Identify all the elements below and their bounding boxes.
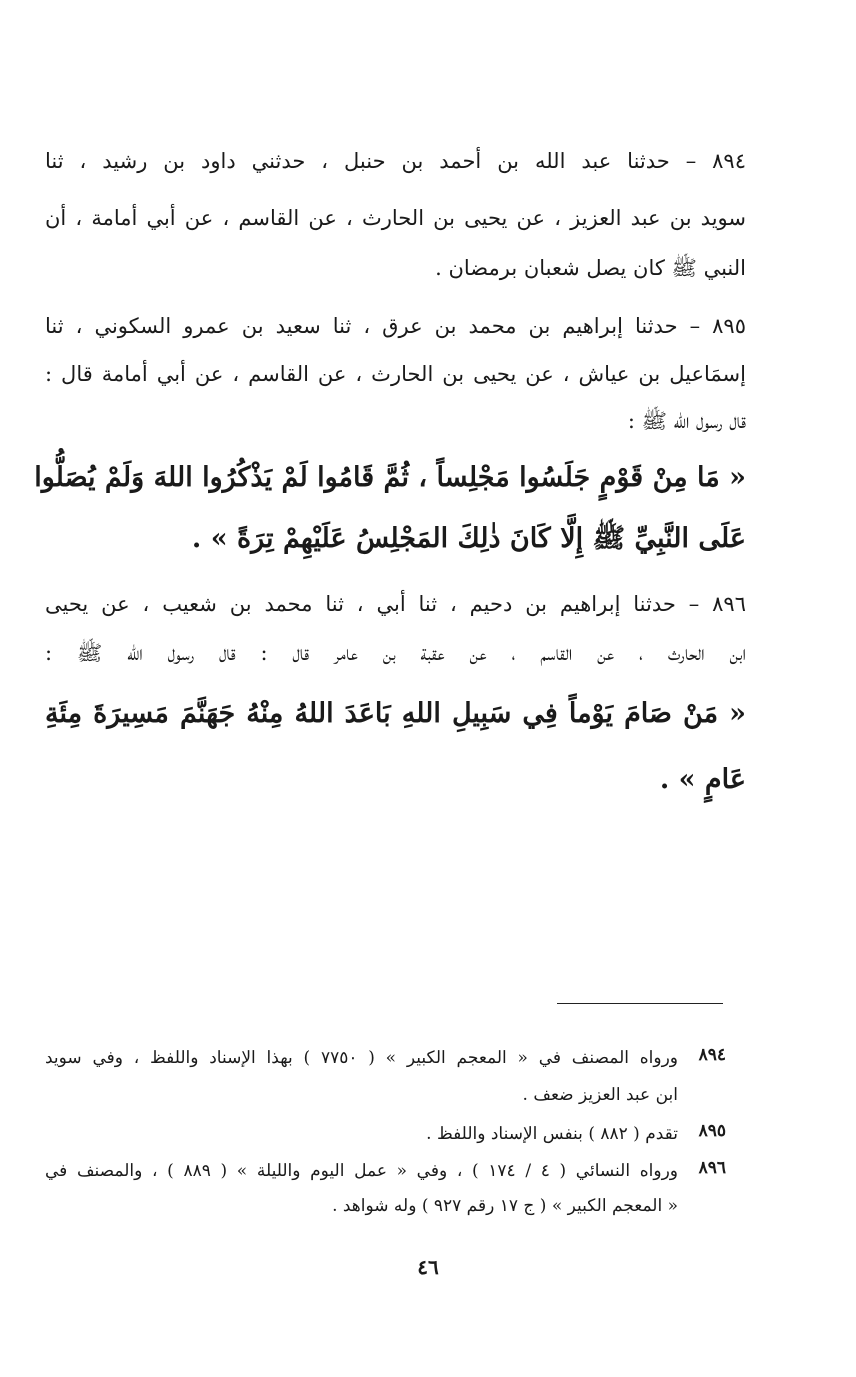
footnote-separator [557, 1003, 723, 1004]
footnote-894-line-2: ابن عبد العزيز ضعف . [522, 1085, 678, 1105]
footnote-894-number: ٨٩٤ [698, 1045, 726, 1065]
hadith-896-line-2: عَامٍ » . [659, 764, 746, 795]
entry-895-line-3: قال رسول الله ﷺ : [627, 409, 746, 433]
footnote-896-line-2: « المعجم الكبير » ( ج ١٧ رقم ٩٢٧ ) وله شواهد . [332, 1196, 678, 1216]
footnote-895-number: ٨٩٥ [698, 1121, 726, 1141]
footnote-896-number: ٨٩٦ [698, 1158, 726, 1178]
footnote-894-line-1: ورواه المصنف في « المعجم الكبير » ( ٧٧٥٠ ) بهذا الإسناد واللفظ ، وفي سويد [45, 1048, 678, 1068]
footnote-895-line-1: تقدم ( ٨٨٢ ) بنفس الإسناد واللفظ . [426, 1124, 678, 1144]
hadith-895-line-2: عَلَى النَّبِيِّ ﷺ إِلَّا كَانَ ذٰلِكَ المَجْلِسُ عَلَيْهِمْ تِرَةً » . [191, 523, 746, 554]
entry-894-line-1: ٨٩٤ – حدثنا عبد الله بن أحمد بن حنبل ، حدثني داود بن رشيد ، ثنا [45, 149, 746, 173]
entry-896-line-2: ابن الحارث ، عن القاسم ، عن عقبة بن عامر قال : قال رسول الله ﷺ : [45, 641, 746, 665]
entry-895-line-2: إسمَاعيل بن عياش ، عن يحيى بن الحارث ، عن القاسم ، عن أبي أمامة قال : [45, 362, 746, 386]
hadith-896-line-1: « مَنْ صَامَ يَوْماً فِي سَبِيلِ اللهِ بَاعَدَ اللهُ مِنْهُ جَهَنَّمَ مَسِيرَةَ مِئَةِ [45, 698, 746, 729]
entry-896-line-1: ٨٩٦ – حدثنا إبراهيم بن دحيم ، ثنا أبي ، ثنا محمد بن شعيب ، عن يحيى [45, 592, 746, 616]
hadith-895-line-1: « مَا مِنْ قَوْمٍ جَلَسُوا مَجْلِساً ، ثُمَّ قَامُوا لَمْ يَذْكُرُوا اللهَ وَلَمْ يُصَلُّوا [34, 462, 746, 493]
footnote-896-line-1: ورواه النسائي ( ٤ / ١٧٤ ) ، وفي « عمل اليوم والليلة » ( ٨٨٩ ) ، والمصنف في [45, 1161, 678, 1181]
entry-894-line-3: النبي ﷺ كان يصل شعبان برمضان . [435, 256, 746, 280]
page-number: ٤٦ [417, 1255, 439, 1279]
entry-895-line-1: ٨٩٥ – حدثنا إبراهيم بن محمد بن عرق ، ثنا سعيد بن عمرو السكوني ، ثنا [45, 314, 746, 338]
entry-894-line-2: سويد بن عبد العزيز ، عن يحيى بن الحارث ، عن القاسم ، عن أبي أمامة ، أن [45, 206, 746, 230]
